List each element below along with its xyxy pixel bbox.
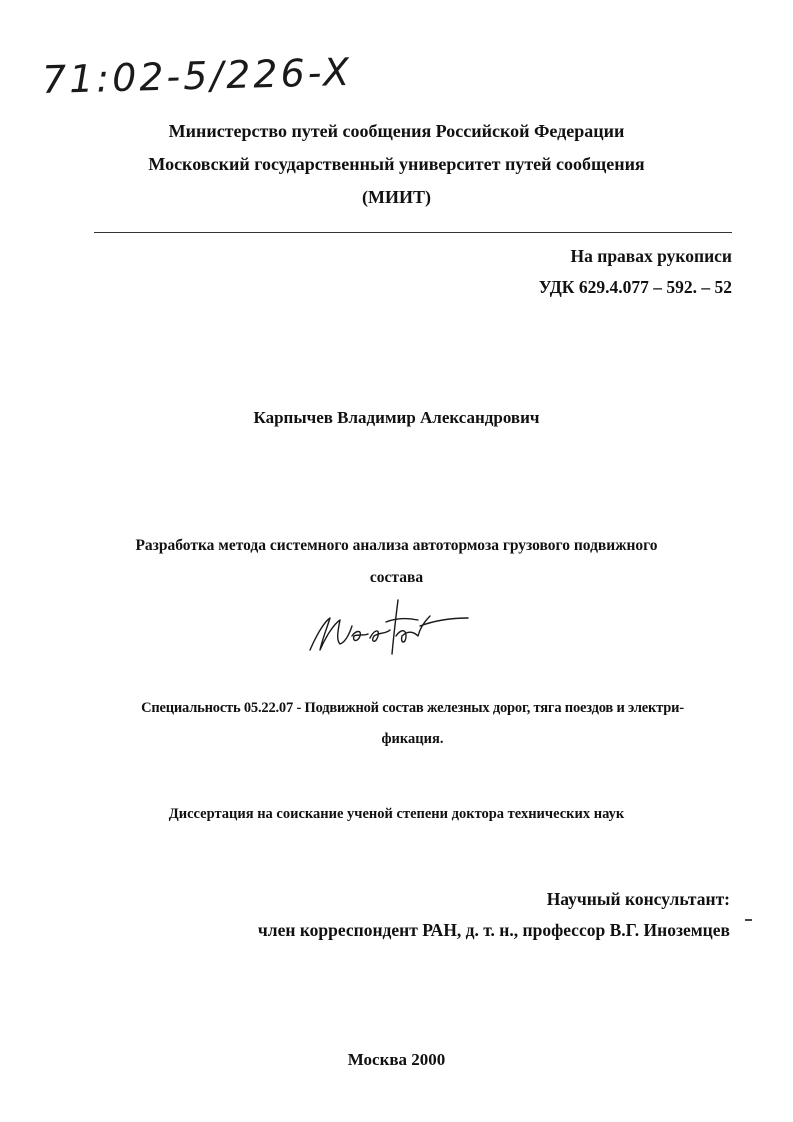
- consultant-name: член корреспондент РАН, д. т. н., профессор В.Г. Иноземцев: [257, 920, 730, 940]
- header-divider: [94, 232, 732, 233]
- dissertation-title-line2: состава: [369, 569, 424, 586]
- manuscript-rights-label: На правах рукописи: [570, 246, 732, 266]
- university-abbreviation: (МИИТ): [362, 187, 431, 207]
- udc-code: УДК 629.4.077 – 592. – 52: [538, 277, 732, 297]
- specialty-block: [100, 693, 725, 755]
- degree-statement: Диссертация на соискание ученой степени доктора технических наук: [168, 806, 625, 822]
- ministry-heading: Министерство путей сообщения Российской Федерации: [168, 121, 625, 141]
- author-signature: [300, 592, 470, 658]
- specialty-line2: фикация.: [381, 731, 444, 747]
- consultant-label: Научный консультант:: [546, 889, 730, 909]
- specialty-line1: Специальность 05.22.07 - Подвижной состав железных дорог, тяга поездов и электри-: [141, 700, 684, 716]
- author-name: Карпычев Владимир Александрович: [253, 408, 540, 427]
- scan-speck: [745, 919, 752, 921]
- handwritten-catalog-number: 71:02-5/226-X: [41, 49, 353, 102]
- university-heading: Московский государственный университет путей сообщения: [148, 154, 645, 174]
- city-year: Москва 2000: [347, 1050, 446, 1069]
- dissertation-title-line1: Разработка метода системного анализа автотормоза грузового подвижного: [135, 537, 658, 554]
